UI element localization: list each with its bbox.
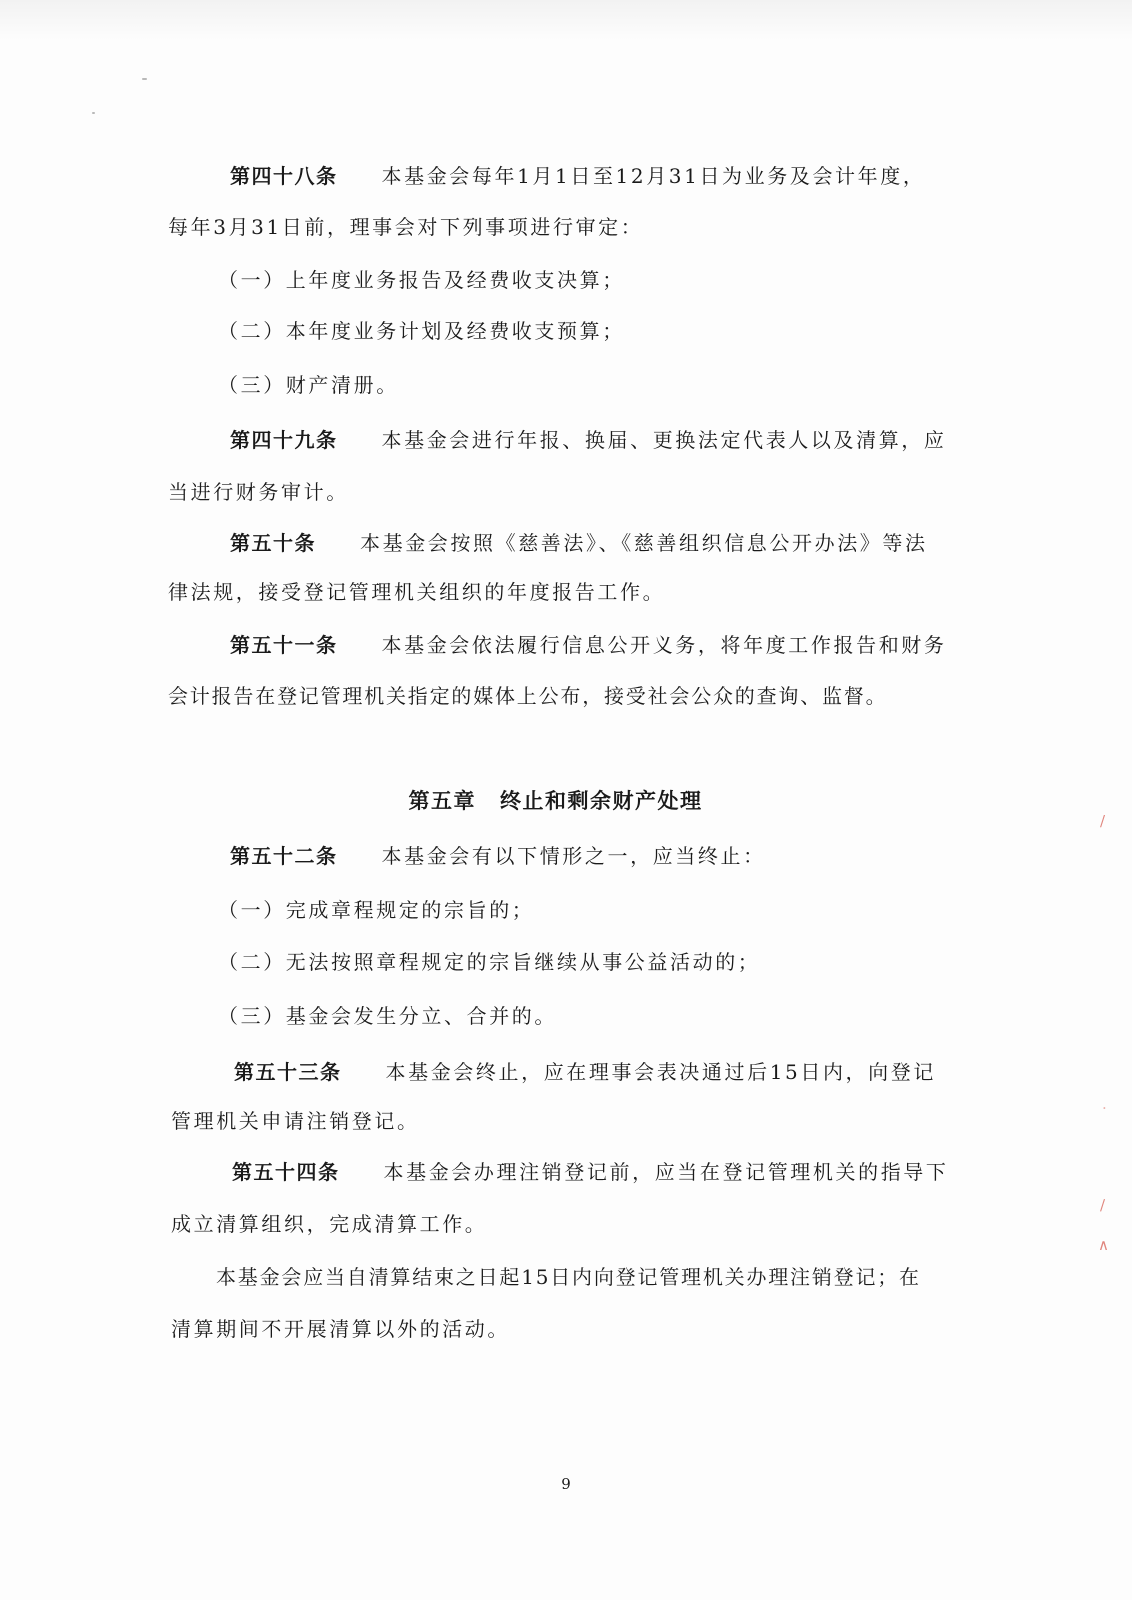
article-48-item-2: （二）本年度业务计划及经费收支预算； (218, 319, 625, 343)
article-48-line-2: 每年3月31日前，理事会对下列事项进行审定： (168, 215, 644, 239)
article-51-text-1: 本基金会依法履行信息公开义务，将年度工作报告和财务 (381, 633, 947, 657)
article-53-line-2: 管理机关申请注销登记。 (171, 1109, 420, 1133)
article-48-item-3: （三）财产清册。 (218, 373, 399, 397)
article-50-line-1 (230, 529, 928, 557)
scan-shadow (0, 0, 1132, 40)
article-49-text-1: 本基金会进行年报、换届、更换法定代表人以及清算，应 (381, 428, 947, 452)
article-52-item-2: （二）无法按照章程规定的宗旨继续从事公益活动的； (218, 950, 761, 974)
article-50-text-1: 本基金会按照《慈善法》、《慈善组织信息公开办法》等法 (360, 531, 928, 555)
article-53-text-1: 本基金会终止，应在理事会表决通过后15日内，向登记 (385, 1060, 936, 1084)
article-53-title: 第五十三条 (234, 1060, 342, 1084)
paragraph-line-1: 本基金会应当自清算结束之日起15日内向登记管理机关办理注销登记；在 (216, 1265, 921, 1289)
seal-fragment: / (1100, 812, 1106, 830)
seal-fragment: · (1102, 1099, 1107, 1117)
article-48-line-1 (230, 162, 925, 190)
article-51-line-2: 会计报告在登记管理机关指定的媒体上公布，接受社会公众的查询、监督。 (168, 684, 888, 708)
article-49-title: 第四十九条 (230, 428, 338, 452)
seal-fragment: ∕ (1100, 1196, 1106, 1214)
article-49-line-2: 当进行财务审计。 (168, 480, 349, 504)
article-54-text-1: 本基金会办理注销登记前，应当在登记管理机关的指导下 (383, 1160, 949, 1184)
article-48-item-1: （一）上年度业务报告及经费收支决算； (218, 268, 625, 292)
article-52-title: 第五十二条 (230, 844, 338, 868)
article-51-line-1 (230, 631, 947, 659)
article-48-text-1: 本基金会每年1月1日至12月31日为业务及会计年度， (381, 164, 926, 188)
article-54-line-2: 成立清算组织，完成清算工作。 (171, 1212, 488, 1236)
chapter-5-title: 终止和剩余财产处理 (500, 788, 703, 813)
paragraph-line-2: 清算期间不开展清算以外的活动。 (171, 1317, 510, 1341)
article-51-title: 第五十一条 (230, 633, 338, 657)
article-54-title: 第五十四条 (232, 1160, 340, 1184)
article-52-item-3: （三）基金会发生分立、合并的。 (218, 1004, 557, 1028)
chapter-5-heading (168, 787, 943, 815)
article-49-line-1 (230, 426, 947, 454)
article-50-title: 第五十条 (230, 531, 316, 555)
article-50-line-2: 律法规，接受登记管理机关组织的年度报告工作。 (168, 580, 666, 604)
scan-speck (92, 112, 95, 114)
chapter-5-label: 第五章 (408, 788, 476, 813)
article-52-line-1 (230, 842, 766, 870)
scan-speck (142, 78, 147, 80)
page-number: 9 (561, 1475, 571, 1493)
article-48-title: 第四十八条 (230, 164, 338, 188)
seal-fragment: ∧ (1098, 1236, 1109, 1254)
article-52-text-1: 本基金会有以下情形之一，应当终止： (381, 844, 766, 868)
article-54-line-1 (232, 1158, 949, 1186)
article-52-item-1: （一）完成章程规定的宗旨的； (218, 898, 535, 922)
article-53-line-1 (234, 1058, 936, 1086)
